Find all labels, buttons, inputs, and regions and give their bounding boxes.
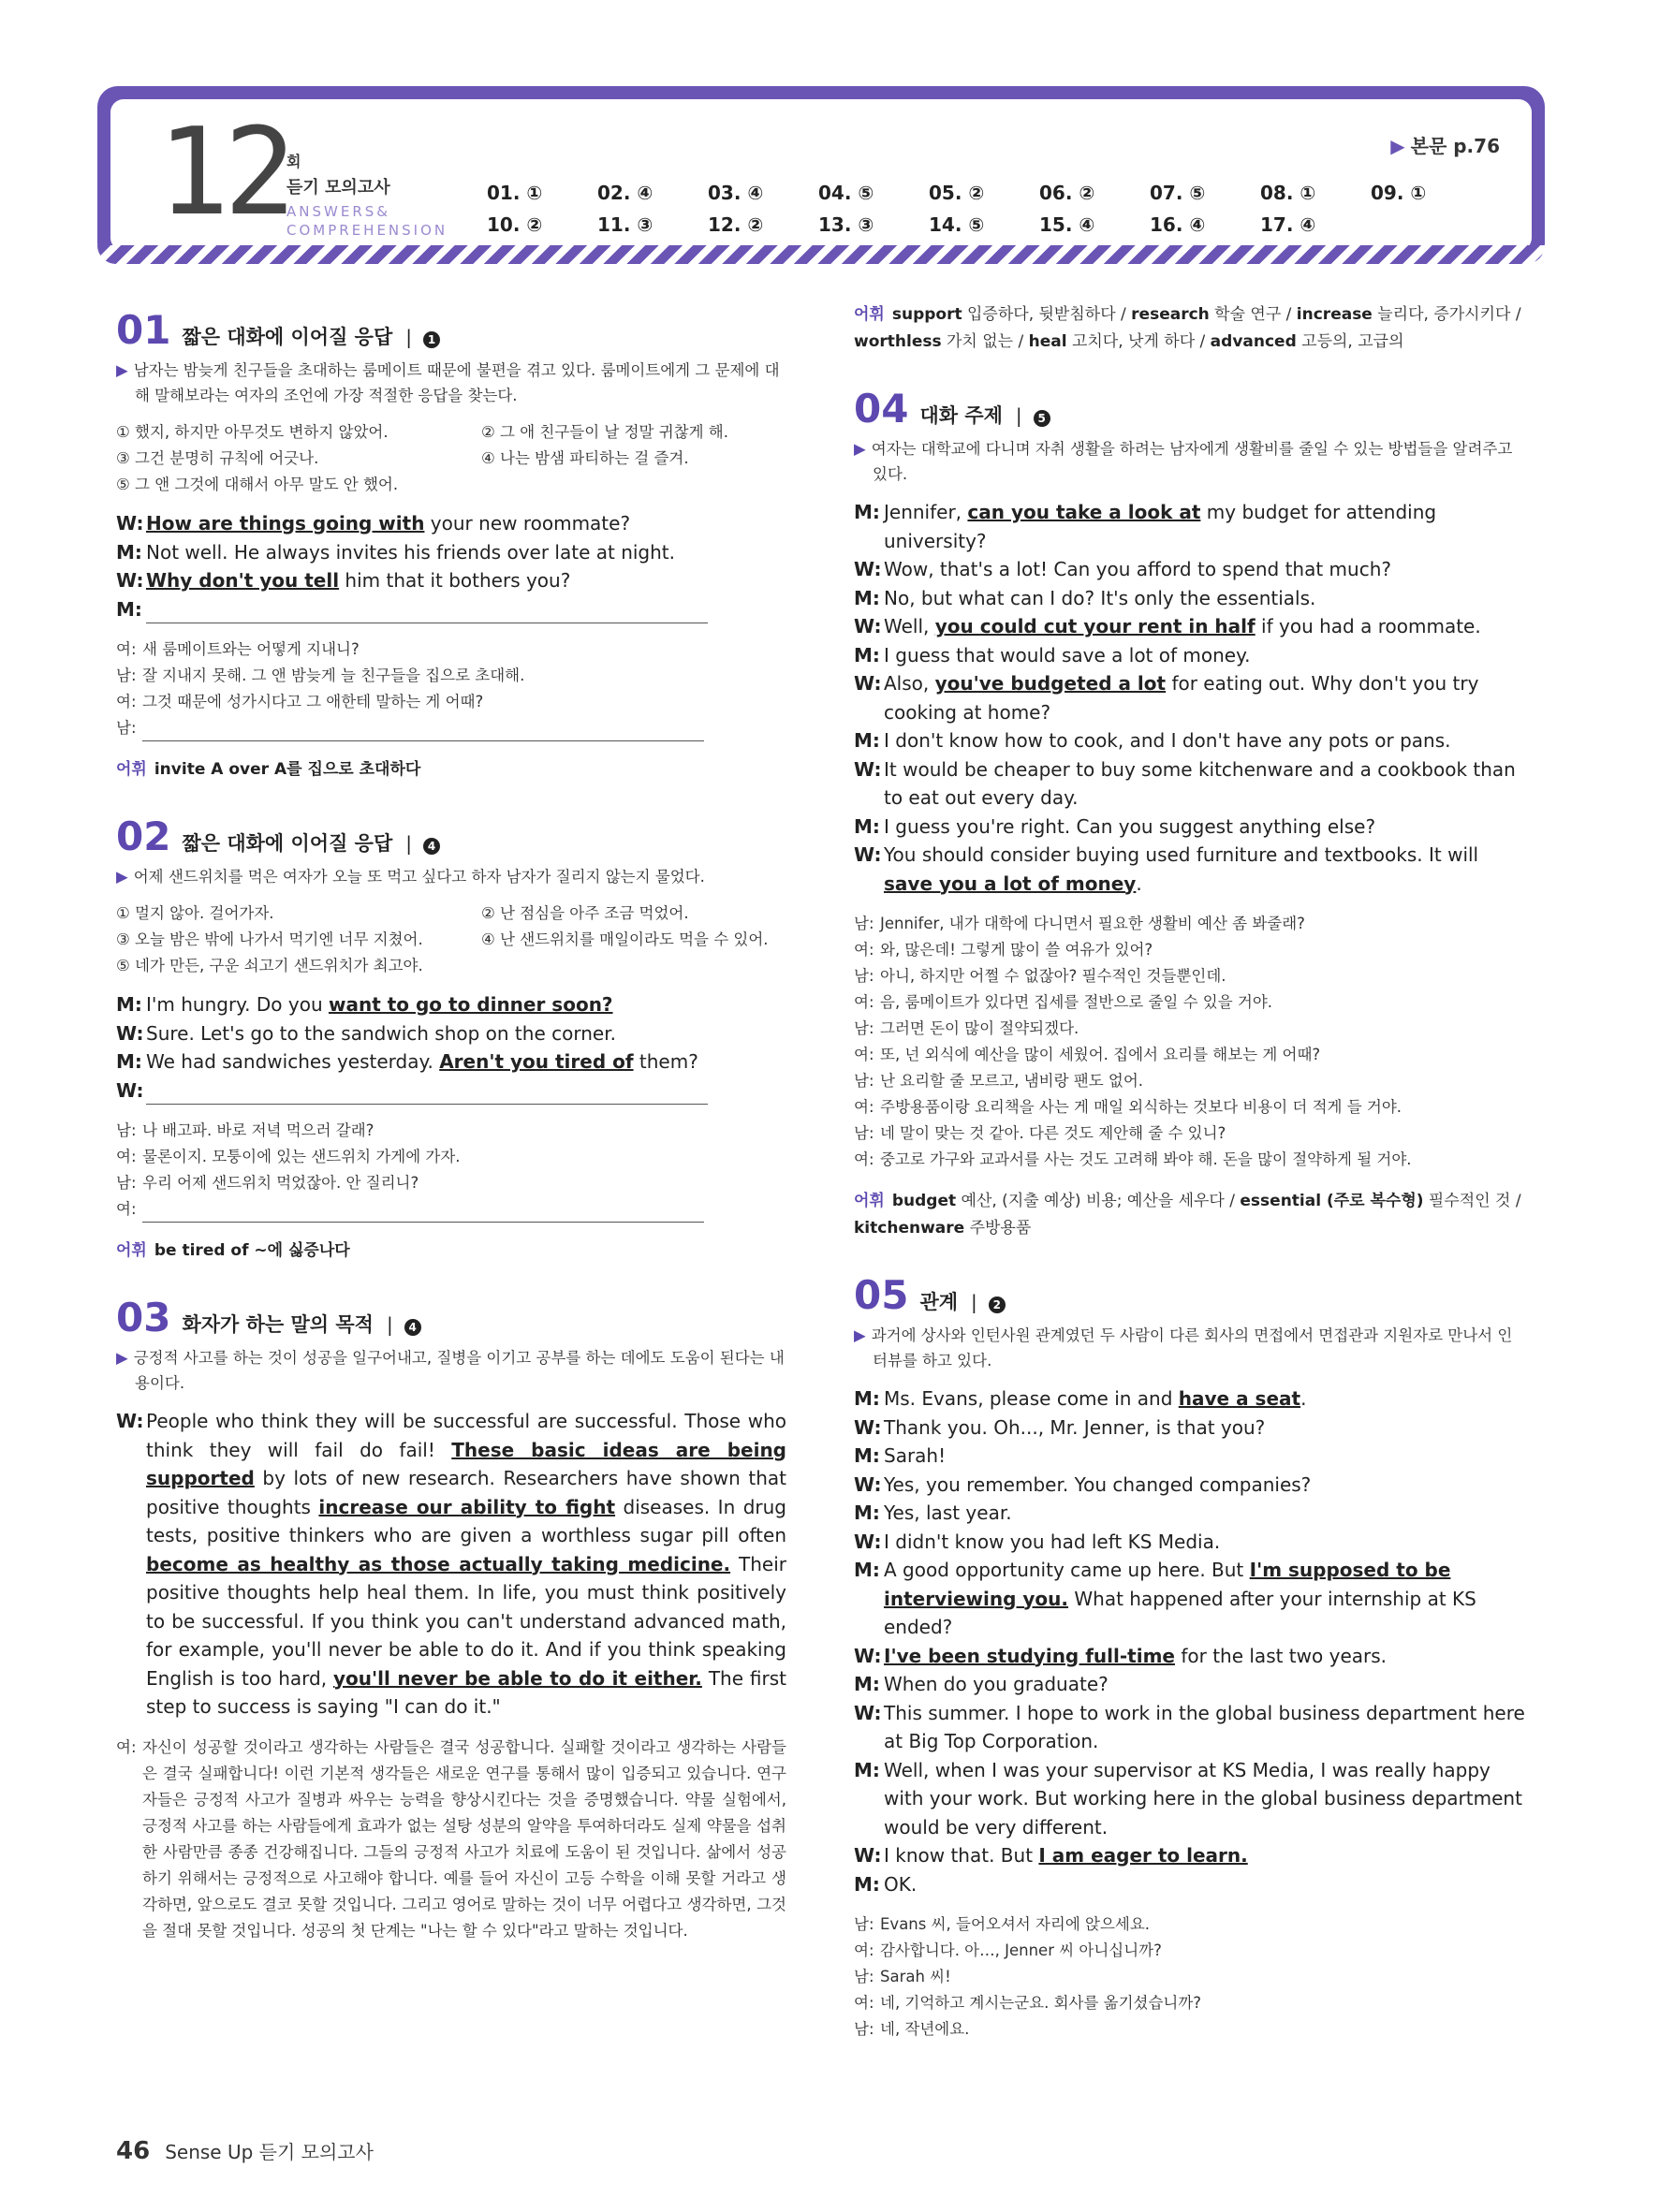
triangle-icon: ▶ bbox=[116, 361, 128, 379]
answer-cell: 08. ① bbox=[1260, 182, 1316, 204]
section-05-summary: ▶ 과거에 상사와 인턴사원 관계였던 두 사람이 다른 회사의 면접에서 면접관과 지원자로 만나서 인터뷰를 하고 있다. bbox=[854, 1326, 1513, 1370]
section-04-vocab: 어휘 budget 예산, (지출 예상) 비용; 예산을 세우다 / essential (주로 복수형) 필수적인 것 / kitchenware 주방용품 bbox=[854, 1192, 1521, 1238]
page-number: 46 bbox=[116, 2137, 151, 2165]
answer-row bbox=[487, 213, 1481, 245]
section-02-summary: ▶ 어제 샌드위치를 먹은 여자가 오늘 또 먹고 싶다고 하자 남자가 질리지 않는지 물었다. bbox=[116, 868, 705, 886]
answer-header-inner bbox=[110, 99, 1532, 251]
section-03-vocab: 어휘 support 입증하다, 뒷받침하다 / research 학술 연구 / increase 늘리다, 증가시키다 / worthless 가치 없는 / heal 고치다, 낫게 하다 / advanced 고등의, 고급의 bbox=[854, 305, 1521, 351]
answer-cell: 16. ④ bbox=[1150, 213, 1206, 236]
answer-blank bbox=[142, 724, 704, 741]
answer-cell: 17. ④ bbox=[1260, 213, 1316, 236]
answer-key-grid bbox=[487, 182, 1481, 245]
answer-cell: 02. ④ bbox=[597, 182, 653, 204]
section-01-translation: 여: 새 룸메이트와는 어떻게 지내니? 남: 잘 지내지 못해. 그 앤 밤늦게 늘 친구들을 집으로 초대해. 여: 그것 때문에 성가시다고 그 애한테 말하는 게 어때? 남: bbox=[116, 637, 786, 741]
section-05-translation: 남: Evans 씨, 들어오셔서 자리에 앉으세요. 여: 감사합니다. 아…, Jenner 씨 아니십니까? 남: Sarah 씨! 여: 네, 기억하고 계시는군요. 회사를 옮기셨습니까? 남: 네, 작년에요. bbox=[854, 1915, 1202, 2038]
left-column bbox=[116, 301, 786, 1944]
test-number: 12 bbox=[157, 103, 291, 242]
page-reference: ▶ 본문 p.76 bbox=[1390, 135, 1500, 157]
triangle-icon: ▶ bbox=[116, 1349, 128, 1367]
section-02-translation: 남: 나 배고파. 바로 저녁 먹으러 갈래? 여: 물론이지. 모퉁이에 있는 샌드위치 가게에 가자. 남: 우리 어제 샌드위치 먹었잖아. 안 질리니? 여: bbox=[116, 1118, 786, 1223]
answer-cell: 10. ② bbox=[487, 213, 543, 236]
answer-cell: 12. ② bbox=[708, 213, 764, 236]
answer-cell: 07. ⑤ bbox=[1150, 182, 1206, 204]
section-05-dialogue: M: Ms. Evans, please come in and have a seat. W: Thank you. Oh..., Mr. Jenner, is that you? M: Sarah! W: Yes, you remember. You changed companies? M: Yes, last year. W: I didn't know you had left KS Media. M: A good opportunity came up here. But I'm supposed to be interviewing you. What happened after your internship at KS ended? W: I've been studying full-time for the last two years. M: When do you graduate? W: This summer. I hope to work in the global business department here at Big Top Corporation. M: Well, when I was your supervisor at KS Media, I was really happy with your work. But working here in the global business department would be very different. W: I know that. But I am eager to learn. M: OK. bbox=[854, 1387, 1525, 1896]
answer-cell: 04. ⑤ bbox=[818, 182, 874, 204]
section-03-title: 03 화자가 하는 말의 목적 | 4 bbox=[116, 1295, 786, 1341]
answer-row bbox=[487, 182, 1481, 213]
answer-blank bbox=[146, 602, 708, 623]
answer-cell: 05. ② bbox=[929, 182, 985, 204]
answer-badge: 2 bbox=[989, 1296, 1006, 1313]
right-column bbox=[854, 301, 1526, 2043]
section-01-dialogue: W: How are things going with your new roommate? M: Not well. He always invites his friends over late at night. W: Why don't you tell him that it bothers you? M: bbox=[116, 509, 786, 623]
section-05-title: 05 관계 | 2 bbox=[854, 1272, 1526, 1319]
section-01-title: 01 짧은 대화에 이어질 응답 | 1 bbox=[116, 307, 786, 354]
section-03-monologue: W: People who think they will be successful are successful. Those who think they will fail do fail! These basic ideas are being supported by lots of new research. Researchers have shown that positive thoughts increase our ability to fight diseases. In drug tests, positive thinkers who are given a worthless sugar pill often become as healthy as those actually taking medicine. Their positive thoughts help heal them. In life, you must think positively to be successful. If you think you can't understand advanced math, for example, you'll never be able to do it. And if you think speaking English is too hard, you'll never be able to do it either. The first step to success is saying "I can do it." bbox=[116, 1410, 787, 1718]
section-01-summary: ▶ 남자는 밤늦게 친구들을 초대하는 룸메이트 때문에 불편을 겪고 있다. 룸메이트에게 그 문제에 대해 말해보라는 여자의 조언에 가장 적절한 응답을 찾는다. bbox=[116, 361, 780, 404]
test-suffix: 회 bbox=[286, 153, 301, 170]
answer-cell: 09. ① bbox=[1371, 182, 1427, 204]
triangle-icon: ▶ bbox=[854, 440, 866, 458]
triangle-icon: ▶ bbox=[1390, 135, 1405, 157]
header-stripe-decoration bbox=[97, 245, 1545, 264]
triangle-icon: ▶ bbox=[116, 868, 128, 886]
section-04-translation: 남: Jennifer, 내가 대학에 다니면서 필요한 생활비 예산 좀 봐줄래? 여: 와, 많은데! 그렇게 많이 쓸 여유가 있어? 남: 아니, 하지만 어쩔 수 없잖아? 필수적인 것들뿐인데. 여: 음, 룸메이트가 있다면 집세를 절반으로 줄일 수 있을 거야. 남: 그러면 돈이 많이 절약되겠다. 여: 또, 넌 외식에 예산을 많이 세웠어. 집에서 요리를 해보는 게 어때? 남: 난 요리할 줄 모르고, 냄비랑 팬도 없어. 여: 주방용품이랑 요리책을 사는 게 매일 외식하는 것보다 비용이 더 적게 들 거야. 남: 네 말이 맞는 것 같아. 다른 것도 제안해 줄 수 있니? 여: 중고로 가구와 교과서를 사는 것도 고려해 봐야 해. 돈을 많이 절약하게 될 거야. bbox=[854, 915, 1412, 1168]
answer-header bbox=[97, 86, 1545, 264]
section-04-summary: ▶ 여자는 대학교에 다니며 자취 생활을 하려는 남자에게 생활비를 줄일 수 있는 방법들을 알려주고 있다. bbox=[854, 440, 1513, 483]
section-02-dialogue: M: I'm hungry. Do you want to go to dinner soon? W: Sure. Let's go to the sandwich shop on the corner. M: We had sandwiches yesterday. Aren't you tired of them? W: bbox=[116, 990, 786, 1105]
answer-cell: 11. ③ bbox=[597, 213, 653, 236]
answer-cell: 15. ④ bbox=[1039, 213, 1095, 236]
section-02-options: ① 멀지 않아. 걸어가자. ② 난 점심을 아주 조금 먹었어. ③ 오늘 밤은 밖에 나가서 먹기엔 너무 지쳤어. ④ 난 샌드위치를 매일이라도 먹을 수 있어. ⑤ 네가 만든, 구운 쇠고기 샌드위치가 최고야. bbox=[116, 904, 769, 974]
answer-badge: 4 bbox=[404, 1319, 421, 1336]
test-label: 듣기 모의고사 bbox=[286, 178, 390, 198]
section-01-vocab: 어휘 invite A over A를 집으로 초대하다 bbox=[116, 760, 421, 779]
answer-blank bbox=[146, 1083, 708, 1105]
answers-comprehension-label: ANSWERS& COMPREHENSION bbox=[286, 203, 448, 239]
section-04-dialogue: M: Jennifer, can you take a look at my budget for attending university? W: Wow, that's a lot! Can you afford to spend that much? M: No, but what can I do? It's only the essentials. W: Well, you could cut your rent in half if you had a roommate. M: I guess that would save a lot of money. W: Also, you've budgeted a lot for eating out. Why don't you try cooking at home? M: I don't know how to cook, and I don't have any pots or pans. W: It would be cheaper to buy some kitchenware and a cookbook than to eat out every day. M: I guess you're right. Can you suggest anything else? W: You should consider buying used furniture and textbooks. It will save you a lot of money. bbox=[854, 501, 1516, 895]
answer-cell: 13. ③ bbox=[818, 213, 874, 236]
answer-badge: 5 bbox=[1034, 410, 1050, 427]
page-footer bbox=[116, 2137, 374, 2165]
answer-blank bbox=[142, 1205, 704, 1223]
answer-cell: 14. ⑤ bbox=[929, 213, 985, 236]
section-04-title: 04 대화 주제 | 5 bbox=[854, 386, 1526, 432]
triangle-icon: ▶ bbox=[854, 1326, 866, 1344]
section-01-options: ① 했지, 하지만 아무것도 변하지 않았어. ② 그 애 친구들이 날 정말 귀찮게 해. ③ 그건 분명히 규칙에 어긋나. ④ 나는 밤샘 파티하는 걸 즐겨. ⑤ 그 앤 그것에 대해서 아무 말도 안 했어. bbox=[116, 423, 728, 493]
answer-badge: 4 bbox=[423, 838, 440, 855]
section-03-translation: 여: 자신이 성공할 것이라고 생각하는 사람들은 결국 성공합니다. 실패할 것이라고 생각하는 사람들은 결국 실패합니다! 이런 기본적 생각들은 새로운 연구를 통해서 많이 입증되고 있습니다. 연구자들은 긍정적 사고가 질병과 싸우는 능력을 향상시킨다는 것을 증명했습니다. 약물 실험에서, 긍정적 사고를 하는 사람들에게 효과가 없는 설탕 성분의 알약을 투여하더라도 실제 약물을 섭취한 사람만큼 종종 건강해집니다. 그들의 긍정적 사고가 치료에 도움이 된 것입니다. 삶에서 성공하기 위해서는 긍정적으로 사고해야 합니다. 예를 들어 자신이 고등 수학을 이해 못할 거라고 생각하면, 앞으로도 결코 못할 것입니다. 그리고 영어로 말하는 것이 너무 어렵다고 생각하면, 그것을 절대 못할 것입니다. 성공의 첫 단계는 "나는 할 수 있다"라고 말하는 것입니다. bbox=[116, 1737, 786, 1940]
answer-cell: 03. ④ bbox=[708, 182, 764, 204]
answer-cell: 06. ② bbox=[1039, 182, 1095, 204]
section-03-summary: ▶ 긍정적 사고를 하는 것이 성공을 일구어내고, 질병을 이기고 공부를 하는 데에도 도움이 된다는 내용이다. bbox=[116, 1349, 785, 1392]
answer-badge: 1 bbox=[423, 331, 440, 348]
section-02-vocab: 어휘 be tired of ~에 싫증나다 bbox=[116, 1241, 350, 1260]
book-title: Sense Up 듣기 모의고사 bbox=[165, 2141, 374, 2163]
answer-cell: 01. ① bbox=[487, 182, 543, 204]
section-02-title: 02 짧은 대화에 이어질 응답 | 4 bbox=[116, 813, 786, 860]
